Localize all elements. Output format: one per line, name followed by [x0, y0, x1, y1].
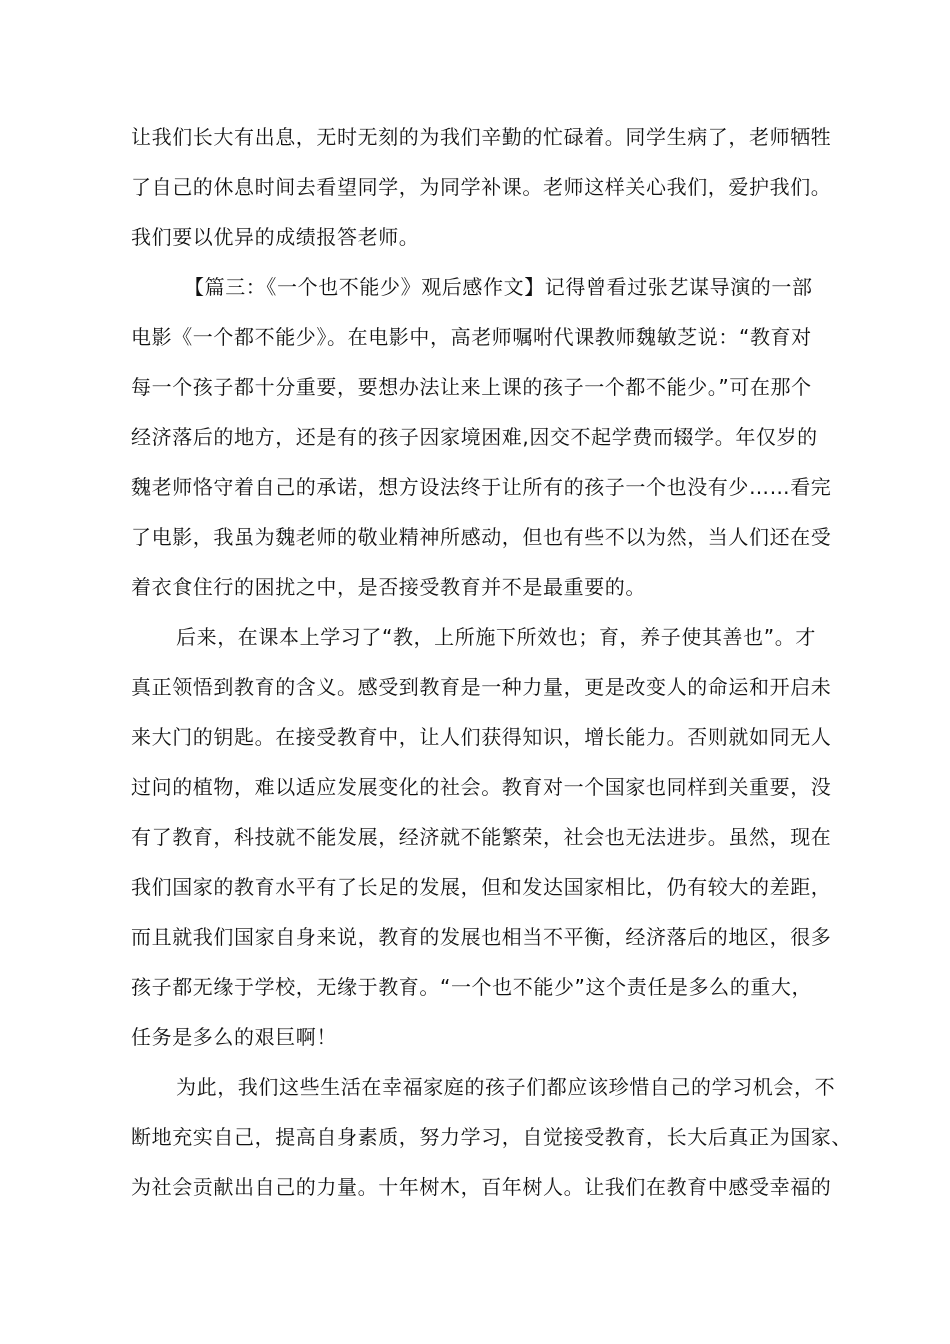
text-line: 任务是多么的艰巨啊！ — [131, 1025, 337, 1049]
text-line: 让我们长大有出息，无时无刻的为我们辛勤的忙碌着。同学生病了，老师牺牲 — [131, 125, 832, 149]
text-line: 着衣食住行的困扰之中，是否接受教育并不是最重要的。 — [131, 575, 646, 599]
text-line: 来大门的钥匙。在接受教育中，让人们获得知识，增长能力。否则就如同无人 — [131, 725, 832, 749]
text-line: 为社会贡献出自己的力量。十年树木，百年树人。让我们在教育中感受幸福的 — [131, 1175, 832, 1199]
text-line: 孩子都无缘于学校，无缘于教育。“一个也不能少”这个责任是多么的重大， — [131, 975, 813, 999]
text-line: 电影《一个都不能少》。在电影中，高老师嘱咐代课教师魏敏芝说：“教育对 — [131, 325, 812, 349]
text-line: 魏老师恪守着自己的承诺，想方设法终于让所有的孩子一个也没有少……看完 — [131, 475, 832, 499]
text-line: 我们要以优异的成绩报答老师。 — [131, 225, 420, 249]
text-line: 经济落后的地方，还是有的孩子因家境困难,因交不起学费而辍学。年仅岁的 — [131, 425, 818, 449]
text-line: 有了教育，科技就不能发展，经济就不能繁荣，社会也无法进步。虽然，现在 — [131, 825, 832, 849]
text-line: 了电影，我虽为魏老师的敬业精神所感动，但也有些不以为然，当人们还在受 — [131, 525, 832, 549]
text-line: 每一个孩子都十分重要，要想办法让来上课的孩子一个都不能少。”可在那个 — [131, 375, 812, 399]
text-line: 真正领悟到教育的含义。感受到教育是一种力量，更是改变人的命运和开启未 — [131, 675, 832, 699]
text-line: 了自己的休息时间去看望同学，为同学补课。老师这样关心我们，爱护我们。 — [131, 175, 832, 199]
text-line: 而且就我们国家自身来说，教育的发展也相当不平衡，经济落后的地区，很多 — [131, 925, 832, 949]
text-line: 我们国家的教育水平有了长足的发展，但和发达国家相比，仍有较大的差距， — [131, 875, 832, 899]
text-line: 过问的植物，难以适应发展变化的社会。教育对一个国家也同样到关重要，没 — [131, 775, 832, 799]
text-line: 断地充实自己，提高自身素质，努力学习，自觉接受教育，长大后真正为国家、 — [131, 1125, 852, 1149]
text-line: 【篇三：《一个也不能少》观后感作文】记得曾看过张艺谋导演的一部 — [184, 275, 813, 299]
text-line: 为此，我们这些生活在幸福家庭的孩子们都应该珍惜自己的学习机会，不 — [176, 1075, 836, 1099]
text-line: 后来，在课本上学习了“教，上所施下所效也；育，养子使其善也”。才 — [176, 625, 816, 649]
